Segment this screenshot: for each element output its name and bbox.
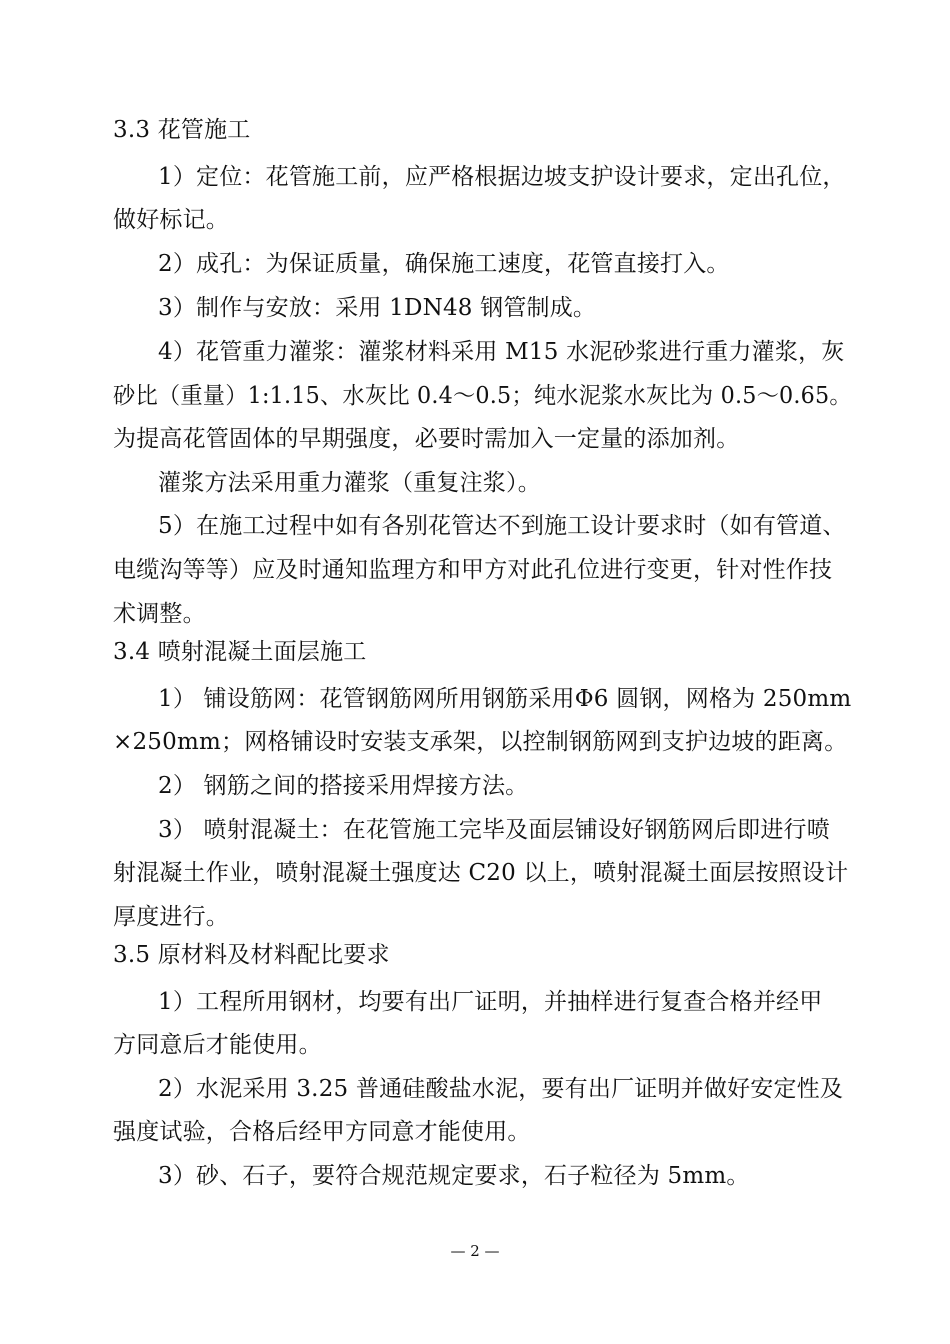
paragraph-line: 1）工程所用钢材，均要有出厂证明，并抽样进行复查合格并经甲 bbox=[158, 989, 823, 1015]
paragraph-line: 2）水泥采用 3.25 普通硅酸盐水泥，要有出厂证明并做好安定性及 bbox=[158, 1076, 844, 1102]
paragraph-line: 术调整。 bbox=[113, 601, 206, 627]
paragraph-line: 5）在施工过程中如有各别花管达不到施工设计要求时（如有管道、 bbox=[158, 513, 846, 539]
paragraph-line: 3）砂、石子，要符合规范规定要求，石子粒径为 5mm。 bbox=[158, 1163, 750, 1189]
section-heading-3-4: 3.4 喷射混凝土面层施工 bbox=[113, 639, 367, 665]
paragraph-line: 为提高花管固体的早期强度，必要时需加入一定量的添加剂。 bbox=[113, 426, 740, 452]
paragraph-line: 3） 喷射混凝土：在花管施工完毕及面层铺设好钢筋网后即进行喷 bbox=[158, 817, 830, 843]
paragraph-line: 1） 铺设筋网：花管钢筋网所用钢筋采用Φ6 圆钢，网格为 250mm bbox=[158, 686, 852, 712]
page-number: — 2 — bbox=[450, 1242, 500, 1260]
paragraph-line: 强度试验，合格后经甲方同意才能使用。 bbox=[113, 1119, 531, 1145]
paragraph-line: 砂比（重量）1:1.15、水灰比 0.4～0.5；纯水泥浆水灰比为 0.5～0.65。 bbox=[113, 383, 852, 409]
paragraph-line: 2）成孔：为保证质量，确保施工速度，花管直接打入。 bbox=[158, 251, 730, 277]
paragraph-line: ×250mm；网格铺设时安装支承架，以控制钢筋网到支护边坡的距离。 bbox=[113, 729, 848, 755]
paragraph-line: 3）制作与安放：采用 1DN48 钢管制成。 bbox=[158, 295, 597, 321]
paragraph-line: 电缆沟等等）应及时通知监理方和甲方对此孔位进行变更，针对性作技 bbox=[113, 557, 833, 583]
paragraph-line: 方同意后才能使用。 bbox=[113, 1032, 322, 1058]
paragraph-line: 射混凝土作业，喷射混凝土强度达 C20 以上，喷射混凝土面层按照设计 bbox=[113, 860, 849, 886]
paragraph-line: 灌浆方法采用重力灌浆（重复注浆）。 bbox=[158, 470, 541, 496]
paragraph-line: 1）定位：花管施工前，应严格根据边坡支护设计要求，定出孔位， bbox=[158, 164, 846, 190]
paragraph-line: 厚度进行。 bbox=[113, 904, 229, 930]
paragraph-line: 做好标记。 bbox=[113, 207, 229, 233]
section-heading-3-3: 3.3 花管施工 bbox=[113, 117, 251, 143]
paragraph-line: 4）花管重力灌浆：灌浆材料采用 M15 水泥砂浆进行重力灌浆，灰 bbox=[158, 339, 845, 365]
section-heading-3-5: 3.5 原材料及材料配比要求 bbox=[113, 942, 390, 968]
paragraph-line: 2） 钢筋之间的搭接采用焊接方法。 bbox=[158, 773, 529, 799]
